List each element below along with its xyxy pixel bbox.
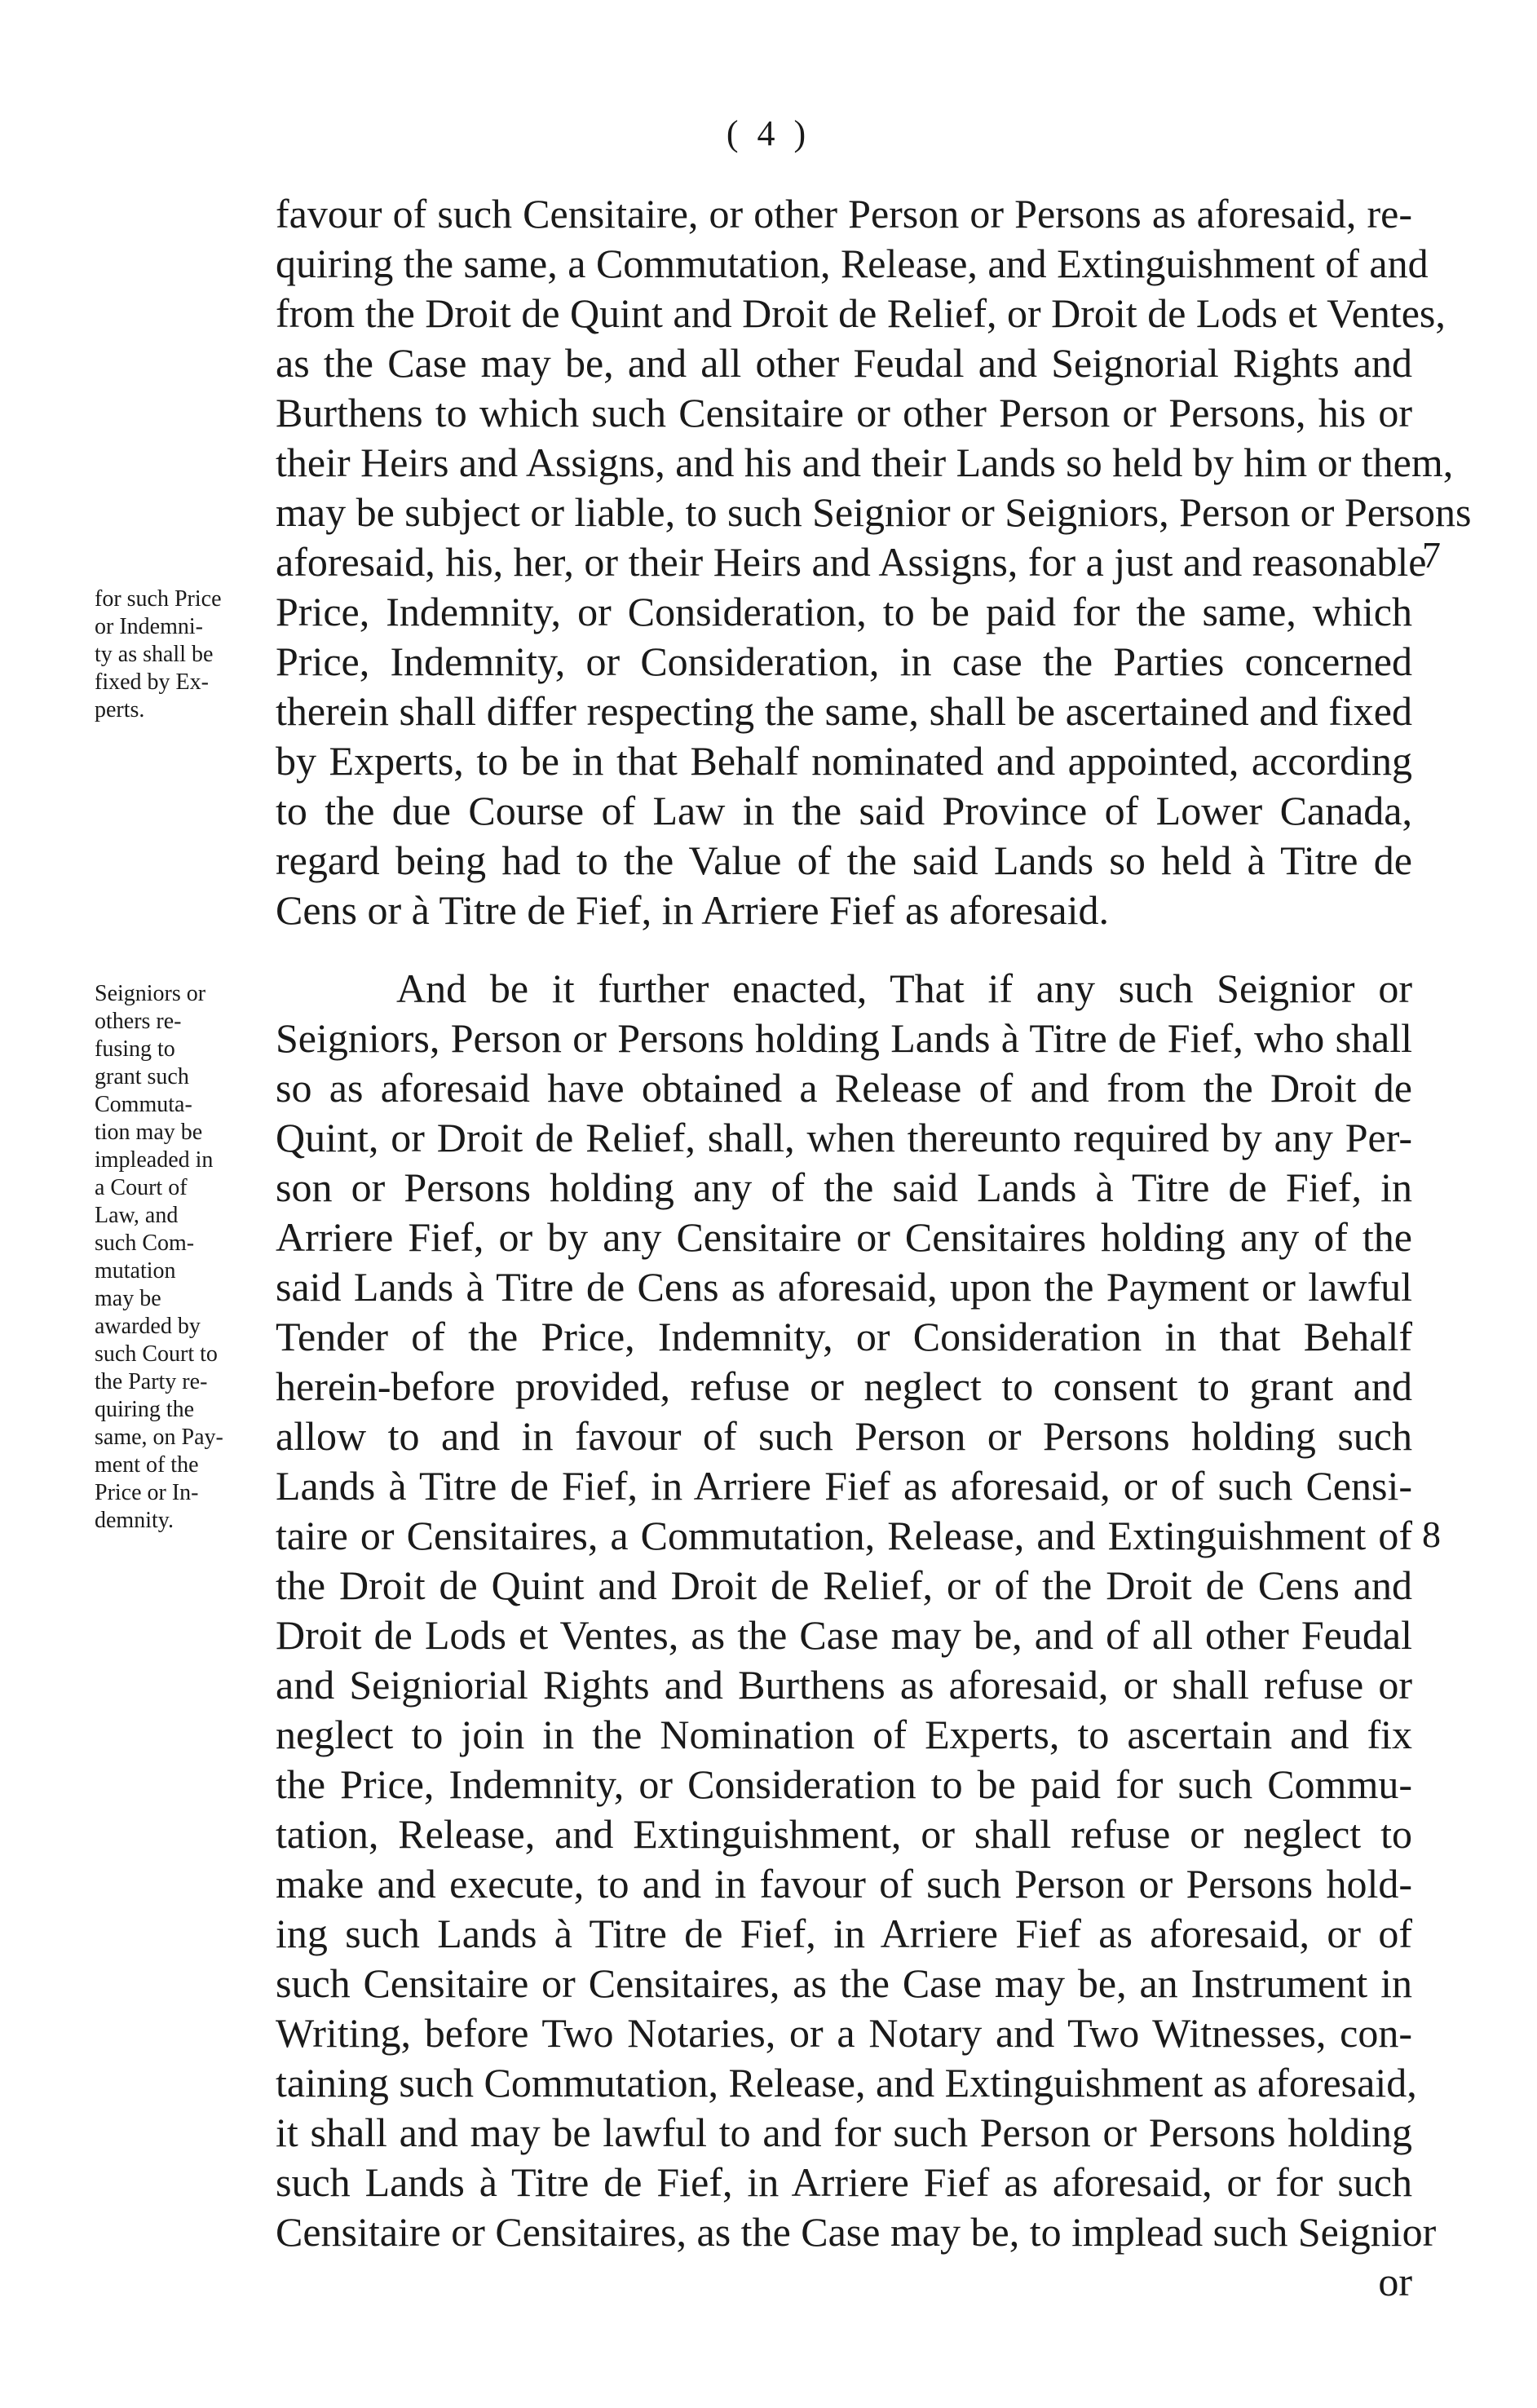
margin-note-line: quiring the <box>95 1397 195 1422</box>
margin-note-line: a Court of <box>95 1175 188 1200</box>
margin-note-line: ment of the <box>95 1452 199 1478</box>
margin-note-line: Commuta- <box>95 1092 192 1117</box>
text-line: taire or Censitaires, a Commutation, Release, and Extinguishment of <box>276 1513 1412 1558</box>
text-line: Droit de Lods et Ventes, as the Case may be, and of all other Feudal <box>276 1612 1412 1658</box>
text-line: And be it further enacted, That if any such Seignior or <box>396 965 1412 1011</box>
text-line: make and execute, to and in favour of such Person or Persons hold- <box>276 1861 1412 1907</box>
text-line: Censitaire or Censitaires, as the Case may be, to implead such Seignior <box>276 2209 1437 2255</box>
margin-note-line: demnity. <box>95 1508 174 1533</box>
margin-note-seigniors <box>95 980 266 1535</box>
text-line: so as aforesaid have obtained a Release of and from the Droit de <box>276 1065 1412 1111</box>
text-line: Lands à Titre de Fief, in Arriere Fief as aforesaid, or of such Censi- <box>276 1463 1412 1509</box>
text-line: it shall and may be lawful to and for such Person or Persons holding <box>276 2110 1412 2155</box>
text-line: neglect to join in the Nomination of Experts, to ascertain and fix <box>276 1712 1412 1757</box>
text-line: Seigniors, Person or Persons holding Lands à Titre de Fief, who shall <box>276 1015 1412 1061</box>
margin-note-line: such Court to <box>95 1341 218 1367</box>
paragraph-2 <box>276 964 1437 2307</box>
text-line: the Price, Indemnity, or Consideration to be paid for such Commu- <box>276 1761 1412 1807</box>
text-line: Quint, or Droit de Relief, shall, when thereunto required by any Per- <box>276 1115 1412 1160</box>
margin-note-price <box>95 585 266 724</box>
margin-note-line: perts. <box>95 697 145 722</box>
text-line: taining such Commutation, Release, and Extinguishment as aforesaid, <box>276 2060 1417 2105</box>
text-line: Price, Indemnity, or Consideration, in case the Parties concerned <box>276 638 1412 684</box>
text-line: Cens or à Titre de Fief, in Arriere Fief as aforesaid. <box>276 887 1109 933</box>
text-line: Burthens to which such Censitaire or other Person or Persons, his or <box>276 390 1412 435</box>
text-line: therein shall differ respecting the same, shall be ascertained and fixed <box>276 688 1412 734</box>
text-line: such Lands à Titre de Fief, in Arriere Fief as aforesaid, or for such <box>276 2159 1412 2205</box>
text-line: Writing, before Two Notaries, or a Notary and Two Witnesses, con- <box>276 2010 1412 2056</box>
text-line: regard being had to the Value of the said Lands so held à Titre de <box>276 837 1412 883</box>
margin-note-line: fusing to <box>95 1036 175 1062</box>
margin-note-line: Price or In- <box>95 1480 199 1505</box>
margin-note-line: or Indemni- <box>95 614 203 639</box>
paragraph-1 <box>276 189 1472 935</box>
text-line: quiring the same, a Commutation, Release, and Extinguishment of and <box>276 241 1429 286</box>
text-line: by Experts, to be in that Behalf nominated and appointed, according <box>276 738 1412 784</box>
text-line: and Seigniorial Rights and Burthens as aforesaid, or shall refuse or <box>276 1662 1412 1708</box>
text-line: from the Droit de Quint and Droit de Relief, or Droit de Lods et Ventes, <box>276 290 1446 336</box>
text-line: such Censitaire or Censitaires, as the Case may be, an Instrument in <box>276 1960 1412 2006</box>
text-line: their Heirs and Assigns, and his and their Lands so held by him or them, <box>276 440 1454 485</box>
text-line: to the due Course of Law in the said Province of Lower Canada, <box>276 788 1412 833</box>
text-line: as the Case may be, and all other Feudal and Seignorial Rights and <box>276 340 1412 386</box>
catchword: or <box>1378 2259 1412 2304</box>
margin-note-line: Law, and <box>95 1203 179 1228</box>
text-line: may be subject or liable, to such Seignior or Seigniors, Person or Persons <box>276 489 1472 535</box>
text-line: allow to and in favour of such Person or Persons holding such <box>276 1413 1412 1459</box>
text-line: the Droit de Quint and Droit de Relief, or of the Droit de Cens and <box>276 1562 1412 1608</box>
text-line: herein-before provided, refuse or neglect to consent to grant and <box>276 1363 1412 1409</box>
margin-note-line: others re- <box>95 1009 182 1034</box>
margin-note-line: fixed by Ex- <box>95 669 209 695</box>
margin-note-line: mutation <box>95 1258 176 1284</box>
text-line: favour of such Censitaire, or other Person or Persons as aforesaid, re- <box>276 191 1412 236</box>
margin-note-line: Seigniors or <box>95 981 206 1006</box>
margin-note-line: the Party re- <box>95 1369 208 1394</box>
margin-note-line: such Com- <box>95 1231 195 1256</box>
margin-note-line: impleaded in <box>95 1147 214 1173</box>
margin-number-7: 7 <box>1422 534 1441 576</box>
text-line: Price, Indemnity, or Consideration, to be paid for the same, which <box>276 589 1412 634</box>
text-line: tation, Release, and Extinguishment, or shall refuse or neglect to <box>276 1811 1412 1857</box>
margin-note-line: may be <box>95 1286 161 1311</box>
text-line: Arriere Fief, or by any Censitaire or Censitaires holding any of the <box>276 1214 1412 1260</box>
margin-note-line: ty as shall be <box>95 642 214 667</box>
margin-note-line: same, on Pay- <box>95 1425 223 1450</box>
page-number: ( 4 ) <box>726 113 811 153</box>
margin-note-line: for such Price <box>95 586 222 612</box>
margin-note-line: tion may be <box>95 1120 203 1145</box>
text-line: son or Persons holding any of the said Lands à Titre de Fief, in <box>276 1164 1412 1210</box>
text-line: said Lands à Titre de Cens as aforesaid, upon the Payment or lawful <box>276 1264 1412 1310</box>
text-line: ing such Lands à Titre de Fief, in Arriere Fief as aforesaid, or of <box>276 1911 1412 1956</box>
margin-note-line: awarded by <box>95 1314 201 1339</box>
margin-note-line: grant such <box>95 1064 189 1089</box>
text-line: Tender of the Price, Indemnity, or Consideration in that Behalf <box>276 1314 1412 1359</box>
margin-number-8: 8 <box>1422 1513 1441 1555</box>
text-line: aforesaid, his, her, or their Heirs and Assigns, for a just and reasonable <box>276 539 1427 585</box>
